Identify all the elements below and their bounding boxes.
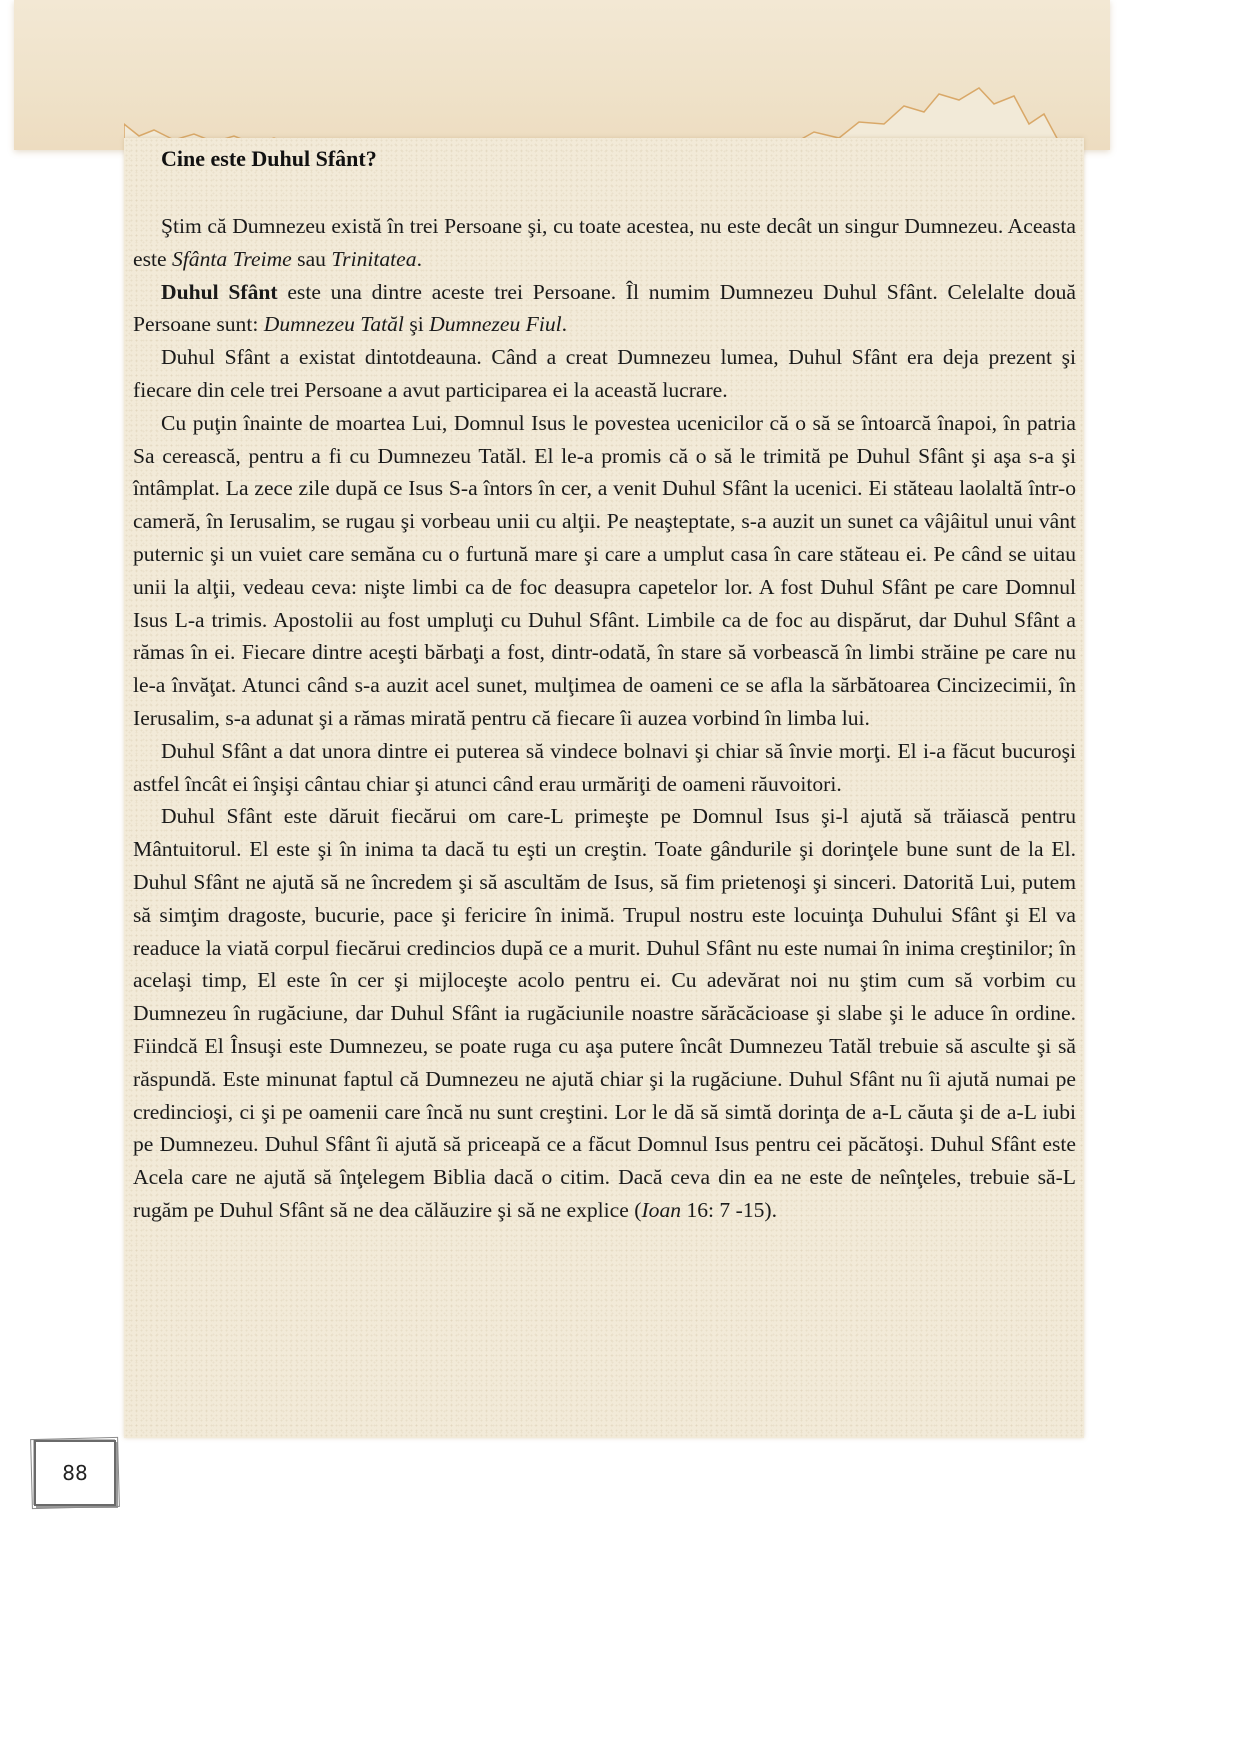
paragraph-4: Cu puţin înainte de moartea Lui, Domnul Isus le povestea ucenicilor că o să se întoarcă înapoi, în patria Sa cerească, pentru a fi cu Dumnezeu Tatăl. El le-a promis că o să le trimită pe Duhul Sfânt şi aşa s-a şi întâmplat. La zece zile după ce Isus S-a întors în cer, a venit Duhul Sfânt la ucenici. Ei stăteau laolaltă într-o cameră, în Ierusalim, se rugau şi vorbeau unii cu alţii. Pe neaşteptate, s-a auzit un sunet ca vâjâitul unui vânt puternic şi un vuiet care semăna cu o furtună mare şi care a umplut casa în care stăteau ei. Pe când se uitau unii la alţii, vedeau ceva: nişte limbi ca de foc deasupra capetelor lor. A fost Duhul Sfânt pe care Domnul Isus L-a trimis. Apostolii au fost umpluţi cu Duhul Sfânt. Limbile ca de foc au dispărut, dar Duhul Sfânt a rămas în ei. Fiecare dintre aceşti bărbaţi a fost, dintr-odată, în stare să vorbească în limbi străine pe care nu le-a învăţat. Atunci când s-a auzit acel sunet, mulţimea de oameni ce se afla la sărbătoarea Cincizecimii, în Ierusalim, s-a adunat şi a rămas mirată pentru că fiecare îi auzea vorbind în limba lui. — [133, 410, 1076, 730]
paragraph-5: Duhul Sfânt a dat unora dintre ei puterea să vindece bolnavi şi chiar să învie morţi. El i-a făcut bucuroşi astfel încât ei înşişi cântau chiar şi atunci când erau urmăriţi de oameni răuvoitori. — [133, 738, 1076, 796]
paragraph-6: Duhul Sfânt este dăruit fiecărui om care-L primeşte pe Domnul Isus şi-l ajută să trăiască pentru Mântuitorul. El este şi în inima ta dacă tu eşti un creştin. Toate gândurile şi dorinţele bune sunt de la El. Duhul Sfânt ne ajută să ne încredem şi să ascultăm de Isus, să fim prietenoşi şi sinceri. Datorită Lui, putem să simţim dragoste, bucurie, pace şi fericire în inimă. Trupul nostru este locuinţa Duhului Sfânt şi El va readuce la viată corpul fiecărui credincios după ce a murit. Duhul Sfânt nu este numai în inima creştinilor; în acelaşi timp, El este în cer şi mijloceşte acolo pentru ei. Cu adevărat noi nu ştim cum să vorbim cu Dumnezeu în rugăciune, dar Duhul Sfânt ia rugăciunile noastre sărăcăcioase şi slabe şi le aduce în ordine. Fiindcă El Însuşi este Dumnezeu, se poate ruga cu aşa putere încât Dumnezeu Tatăl trebuie să asculte şi să răspundă. Este minunat faptul că Dumnezeu ne ajută chiar şi la rugăciune. Duhul Sfânt nu îi ajută numai pe credincioşi, ci şi pe oamenii care încă nu sunt creştini. Lor le dă să simtă dorinţa de a-L căuta şi de a-L iubi pe Dumnezeu. Duhul Sfânt îi ajută să priceapă ce a făcut Domnul Isus pentru cei păcătoşi. Duhul Sfânt este Acela care ne ajută să înţelegem Biblia dacă o citim. Dacă ceva din ea ne este de neînţeles, trebuie să-L rugăm pe Duhul Sfânt să ne dea călăuzire şi să ne explice (Ioan 16: 7 -15). — [133, 804, 1076, 1222]
paragraph-3: Duhul Sfânt a existat dintotdeauna. Când a creat Dumnezeu lumea, Duhul Sfânt era deja prezent şi fiecare din cele trei Persoane a avut participarea ei la această lucrare. — [133, 345, 1076, 402]
section-heading: Cine este Duhul Sfânt? — [161, 146, 377, 171]
paragraph-2: Duhul Sfânt este una dintre aceste trei Persoane. Îl numim Dumnezeu Duhul Sfânt. Celelalte două Persoane sunt: Dumnezeu Tatăl şi Dumnezeu Fiul. — [133, 279, 1076, 337]
paragraph-1: Ştim că Dumnezeu există în trei Persoane şi, cu toate acestea, nu este decât un singur Dumnezeu. Aceasta este Sfânta Treime sau Trinitatea. — [133, 214, 1076, 271]
body-text — [133, 210, 1076, 1227]
page-number-box — [34, 1440, 116, 1506]
page-number: 88 — [62, 1461, 88, 1485]
